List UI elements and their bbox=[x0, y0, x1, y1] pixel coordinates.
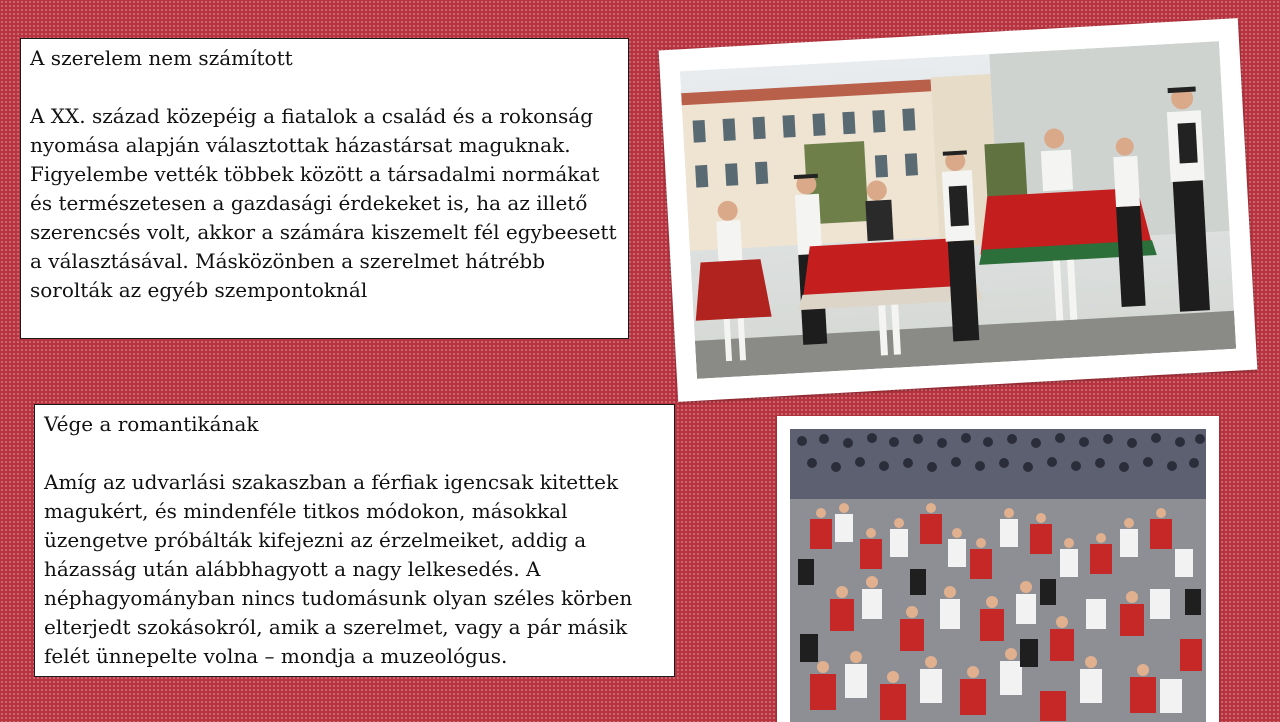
section-body: A XX. század közepéig a fiatalok a család és a rokonság nyomása alapján választottak házastársat maguknak. Figyelembe vették többek között a társadalmi normákat és természetesen a gazdasági érdekeket is, ha az illető szerencsés volt, akkor a számára kiszemelt fél egybeesett a választásával. Másközönben a szerelmet hátrébb sorolták az egyéb szempontoknál bbox=[30, 104, 617, 302]
photo-folk-dancers-couples bbox=[659, 18, 1258, 402]
text-box-end-of-romance bbox=[34, 404, 675, 677]
text-box-love-did-not-matter bbox=[20, 38, 629, 339]
photo-folk-dance-crowd bbox=[777, 416, 1219, 722]
section-title: Vége a romantikának bbox=[44, 412, 259, 436]
section-body: Amíg az udvarlási szakaszban a férfiak igencsak kitettek magukért, és mindenféle titkos módokon, másokkal üzengetve próbálták kifejezni az érzelmeiket, addig a házasság után alábbhagyott a nagy lelkesedés. A néphagyományban nincs tudomásunk olyan széles körben elterjedt szokásokról, amik a szerelmet, vagy a pár másik felét ünnepelte volna – mondja a muzeológus. bbox=[44, 470, 633, 668]
crowd-dance-photo-image bbox=[790, 429, 1206, 722]
folk-dance-photo-image bbox=[680, 41, 1236, 379]
section-title: A szerelem nem számított bbox=[30, 46, 293, 70]
